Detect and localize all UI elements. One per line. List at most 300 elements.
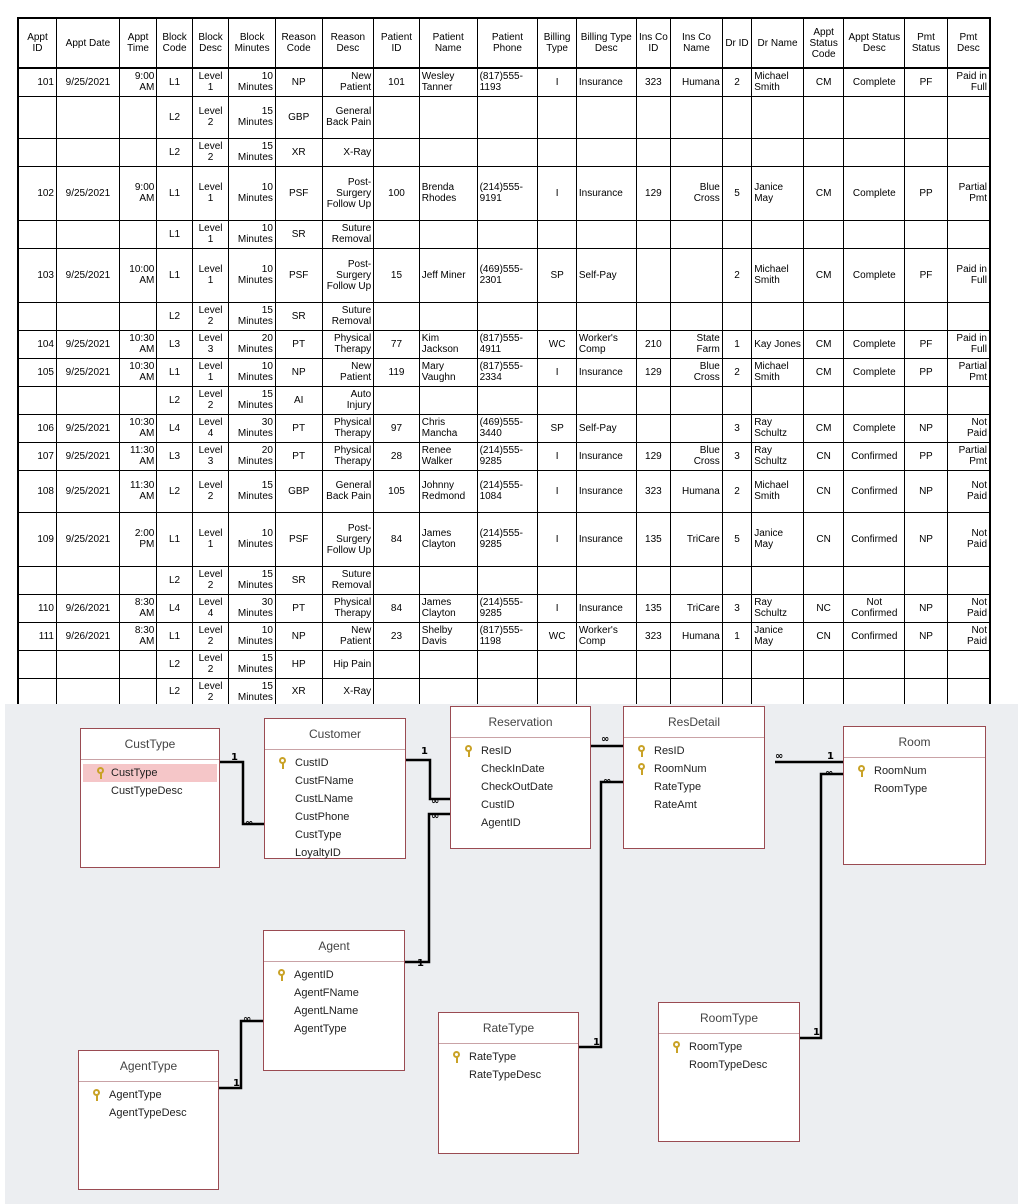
table-cell: 10 Minutes — [229, 68, 276, 96]
table-cell: Insurance — [576, 442, 636, 470]
table-cell: HP — [275, 650, 322, 678]
primary-key-field[interactable]: RoomType — [659, 1038, 799, 1056]
table-cell: SR — [275, 302, 322, 330]
primary-key-field[interactable]: RoomNum — [844, 762, 985, 780]
field-list — [624, 738, 764, 814]
table-cell: Level 2 — [192, 386, 228, 414]
table-cell — [803, 386, 844, 414]
table-cell: PP — [905, 358, 948, 386]
table-cell — [947, 566, 990, 594]
table-cell — [18, 138, 57, 166]
table-cell: L2 — [157, 470, 192, 512]
table-cell: Confirmed — [844, 512, 905, 566]
table-row — [18, 512, 990, 566]
cardinality-many-label: ∞ — [775, 751, 784, 762]
table-cell: James Clayton — [419, 512, 477, 566]
table-cell: X-Ray — [322, 138, 374, 166]
table-cell: Complete — [844, 248, 905, 302]
field[interactable]: LoyaltyID — [295, 847, 341, 859]
table-cell: 15 Minutes — [229, 386, 276, 414]
table-cell — [538, 386, 577, 414]
table-cell: Level 1 — [192, 68, 228, 96]
cardinality-many-label: ∞ — [431, 811, 440, 822]
relationship-line-agent-reservation[interactable] — [405, 814, 450, 962]
table-cell: 9/25/2021 — [57, 248, 120, 302]
table-cell — [576, 650, 636, 678]
column-header: Appt Time — [119, 18, 157, 68]
table-cell: CM — [803, 414, 844, 442]
table-cell: CN — [803, 442, 844, 470]
field[interactable]: CustLName — [295, 793, 354, 805]
table-cell — [18, 96, 57, 138]
table-row — [18, 678, 990, 706]
table-cell — [374, 386, 420, 414]
table-custtype[interactable] — [80, 728, 220, 868]
table-cell — [905, 566, 948, 594]
table-cell: 106 — [18, 414, 57, 442]
table-cell: (817)555-4911 — [477, 330, 538, 358]
table-customer[interactable] — [264, 718, 406, 859]
table-cell: L3 — [157, 330, 192, 358]
table-cell: PSF — [275, 512, 322, 566]
table-cell — [722, 96, 751, 138]
table-cell — [538, 566, 577, 594]
primary-key-field[interactable]: AgentType — [79, 1086, 218, 1104]
table-cell — [844, 386, 905, 414]
column-header: Block Minutes — [229, 18, 276, 68]
table-cell: 323 — [636, 622, 670, 650]
field-list — [81, 760, 219, 800]
table-cell: Level 2 — [192, 566, 228, 594]
table-cell — [803, 302, 844, 330]
table-cell — [752, 566, 804, 594]
table-row — [18, 566, 990, 594]
table-cell: 135 — [636, 594, 670, 622]
table-cell: Not Paid — [947, 512, 990, 566]
table-cell: Complete — [844, 414, 905, 442]
table-cell: 101 — [18, 68, 57, 96]
table-cell — [538, 302, 577, 330]
field[interactable]: CustPhone — [295, 811, 350, 823]
table-cell: Michael Smith — [752, 470, 804, 512]
table-cell: 9/25/2021 — [57, 330, 120, 358]
table-cell: 102 — [18, 166, 57, 220]
table-cell: Humana — [671, 470, 723, 512]
table-cell: 11:30 AM — [119, 470, 157, 512]
table-cell: Level 2 — [192, 470, 228, 512]
table-cell — [636, 650, 670, 678]
table-cell — [671, 138, 723, 166]
table-cell: Wesley Tanner — [419, 68, 477, 96]
table-cell — [722, 220, 751, 248]
table-cell — [752, 138, 804, 166]
table-cell: Michael Smith — [752, 358, 804, 386]
table-row — [18, 248, 990, 302]
table-cell: 15 Minutes — [229, 302, 276, 330]
table-cell: 109 — [18, 512, 57, 566]
column-header: Reason Desc — [322, 18, 374, 68]
table-cell — [374, 96, 420, 138]
table-cell — [576, 302, 636, 330]
table-cell: New Patient — [322, 622, 374, 650]
table-cell: Suture Removal — [322, 566, 374, 594]
table-cell: PT — [275, 414, 322, 442]
column-header: Dr ID — [722, 18, 751, 68]
table-cell — [752, 96, 804, 138]
table-cell — [905, 650, 948, 678]
table-cell: Self-Pay — [576, 414, 636, 442]
table-cell: 9/25/2021 — [57, 414, 120, 442]
field[interactable]: RateTypeDesc — [469, 1069, 542, 1081]
table-cell: Level 1 — [192, 220, 228, 248]
table-cell — [947, 220, 990, 248]
table-cell: 9/25/2021 — [57, 442, 120, 470]
table-cell: Michael Smith — [752, 68, 804, 96]
table-title[interactable]: CustType — [81, 729, 219, 760]
table-title[interactable]: Customer — [265, 719, 405, 750]
table-cell — [477, 138, 538, 166]
table-cell — [803, 650, 844, 678]
table-cell — [419, 138, 477, 166]
table-cell: I — [538, 512, 577, 566]
table-cell — [18, 678, 57, 706]
field[interactable]: CheckOutDate — [481, 781, 554, 793]
table-cell: Brenda Rhodes — [419, 166, 477, 220]
table-cell: Level 2 — [192, 622, 228, 650]
table-cell: SP — [538, 414, 577, 442]
table-row — [18, 358, 990, 386]
table-cell: Insurance — [576, 358, 636, 386]
field[interactable]: CustTypeDesc — [111, 785, 183, 797]
relationship-line-roomtype-room[interactable] — [800, 774, 843, 1038]
primary-key-field[interactable]: RoomNum — [624, 760, 764, 778]
table-cell — [947, 678, 990, 706]
table-cell: 210 — [636, 330, 670, 358]
table-cell — [477, 566, 538, 594]
relationship-line-customer-reservation[interactable] — [406, 760, 450, 799]
table-cell: 135 — [636, 512, 670, 566]
field[interactable]: CustType — [295, 829, 342, 841]
table-cell: 3 — [722, 414, 751, 442]
table-cell: (817)555-2334 — [477, 358, 538, 386]
cardinality-one-label: 1 — [813, 1027, 820, 1038]
table-cell: WC — [538, 330, 577, 358]
table-cell: Complete — [844, 330, 905, 358]
table-cell: 111 — [18, 622, 57, 650]
table-cell: 30 Minutes — [229, 594, 276, 622]
table-cell: Insurance — [576, 470, 636, 512]
primary-key-field[interactable]: AgentID — [264, 966, 404, 984]
table-cell: 9/25/2021 — [57, 470, 120, 512]
table-cell: (214)555-9285 — [477, 512, 538, 566]
table-cell — [844, 302, 905, 330]
table-row — [18, 138, 990, 166]
table-row — [18, 442, 990, 470]
table-cell: 15 Minutes — [229, 566, 276, 594]
table-cell: 10:00 AM — [119, 248, 157, 302]
table-cell: CM — [803, 166, 844, 220]
primary-key-field[interactable]: ResID — [451, 742, 590, 760]
field[interactable]: AgentID — [481, 817, 521, 829]
table-cell: PF — [905, 68, 948, 96]
field[interactable]: AgentLName — [294, 1005, 359, 1017]
table-cell — [57, 678, 120, 706]
table-cell: Kim Jackson — [419, 330, 477, 358]
table-cell — [477, 220, 538, 248]
table-cell — [844, 650, 905, 678]
primary-key-field[interactable]: CustType — [83, 764, 217, 782]
table-cell: (817)555-1193 — [477, 68, 538, 96]
table-cell — [947, 96, 990, 138]
table-cell — [538, 678, 577, 706]
table-cell — [18, 386, 57, 414]
table-cell: I — [538, 594, 577, 622]
table-cell: 3 — [722, 594, 751, 622]
table-row — [18, 166, 990, 220]
table-row — [18, 650, 990, 678]
field-list — [439, 1044, 578, 1084]
table-cell: Level 3 — [192, 330, 228, 358]
table-cell: PT — [275, 442, 322, 470]
table-cell — [374, 138, 420, 166]
table-cell: Not Paid — [947, 414, 990, 442]
table-roomtype[interactable] — [658, 1002, 800, 1142]
table-cell — [538, 650, 577, 678]
field[interactable]: RoomType — [874, 783, 928, 795]
table-title[interactable]: RateType — [439, 1013, 578, 1044]
table-cell — [18, 302, 57, 330]
table-cell: NP — [275, 622, 322, 650]
table-cell: I — [538, 442, 577, 470]
table-title[interactable]: RoomType — [659, 1003, 799, 1034]
cardinality-one-label: 1 — [593, 1037, 600, 1048]
table-cell: CN — [803, 470, 844, 512]
table-resdetail[interactable] — [623, 706, 765, 849]
table-cell: 10 Minutes — [229, 248, 276, 302]
column-header: Ins Co Name — [671, 18, 723, 68]
table-cell: NP — [905, 622, 948, 650]
table-cell: 20 Minutes — [229, 442, 276, 470]
field[interactable]: CustFName — [295, 775, 354, 787]
field-list — [265, 750, 405, 862]
table-cell — [905, 302, 948, 330]
table-cell: 108 — [18, 470, 57, 512]
table-cell: Auto Injury — [322, 386, 374, 414]
table-cell: Chris Mancha — [419, 414, 477, 442]
table-cell — [947, 650, 990, 678]
table-agenttype[interactable] — [78, 1050, 219, 1190]
table-cell — [374, 678, 420, 706]
table-cell: 119 — [374, 358, 420, 386]
cardinality-one-label: 1 — [421, 746, 428, 757]
table-cell: Complete — [844, 358, 905, 386]
table-cell: Level 1 — [192, 166, 228, 220]
table-cell: General Back Pain — [322, 96, 374, 138]
table-cell — [844, 138, 905, 166]
table-cell — [752, 678, 804, 706]
table-ratetype[interactable] — [438, 1012, 579, 1154]
table-body — [18, 68, 990, 706]
table-cell — [752, 650, 804, 678]
field[interactable]: CheckInDate — [481, 763, 545, 775]
table-room[interactable] — [843, 726, 986, 865]
table-cell: Level 1 — [192, 512, 228, 566]
table-cell — [57, 566, 120, 594]
table-cell: 1 — [722, 622, 751, 650]
table-reservation[interactable] — [450, 706, 591, 849]
table-cell: Not Paid — [947, 594, 990, 622]
table-cell: Blue Cross — [671, 442, 723, 470]
table-cell — [636, 566, 670, 594]
table-cell: I — [538, 358, 577, 386]
table-cell — [671, 248, 723, 302]
table-cell: Physical Therapy — [322, 330, 374, 358]
field-list — [79, 1082, 218, 1122]
primary-key-field[interactable]: RateType — [439, 1048, 578, 1066]
table-cell: Ray Schultz — [752, 442, 804, 470]
table-cell: L2 — [157, 678, 192, 706]
table-cell: Level 1 — [192, 248, 228, 302]
table-cell: L1 — [157, 358, 192, 386]
table-cell: James Clayton — [419, 594, 477, 622]
table-cell: 10 Minutes — [229, 358, 276, 386]
field[interactable]: AgentType — [294, 1023, 347, 1035]
table-title[interactable]: ResDetail — [624, 707, 764, 738]
table-cell: 2 — [722, 470, 751, 512]
relationship-line-agenttype-agent[interactable] — [219, 1021, 263, 1088]
table-row — [18, 68, 990, 96]
table-cell: Partial Pmt — [947, 358, 990, 386]
table-cell — [905, 96, 948, 138]
table-cell: L2 — [157, 138, 192, 166]
table-cell: 9:00 AM — [119, 68, 157, 96]
table-cell — [636, 138, 670, 166]
table-cell: Not Paid — [947, 622, 990, 650]
table-cell: Johnny Redmond — [419, 470, 477, 512]
table-cell — [374, 302, 420, 330]
table-cell: Level 2 — [192, 650, 228, 678]
relationship-line-custtype-customer[interactable] — [220, 762, 264, 824]
table-cell — [722, 566, 751, 594]
table-cell — [636, 302, 670, 330]
table-cell: 15 — [374, 248, 420, 302]
table-cell — [722, 138, 751, 166]
table-cell — [419, 650, 477, 678]
cardinality-one-label: 1 — [827, 751, 834, 762]
table-cell: (214)555-9285 — [477, 594, 538, 622]
field[interactable]: AgentTypeDesc — [109, 1107, 187, 1119]
table-cell — [119, 138, 157, 166]
column-header: Patient Name — [419, 18, 477, 68]
table-row — [18, 622, 990, 650]
appointments-table — [17, 17, 991, 707]
table-cell — [477, 650, 538, 678]
table-cell: 110 — [18, 594, 57, 622]
column-header: Dr Name — [752, 18, 804, 68]
table-cell: Renee Walker — [419, 442, 477, 470]
table-cell: New Patient — [322, 68, 374, 96]
table-title[interactable]: Room — [844, 727, 985, 758]
primary-key-field[interactable]: ResID — [624, 742, 764, 760]
table-agent[interactable] — [263, 930, 405, 1071]
table-cell: 23 — [374, 622, 420, 650]
field[interactable]: RateAmt — [654, 799, 697, 811]
table-cell: L4 — [157, 414, 192, 442]
table-cell: X-Ray — [322, 678, 374, 706]
cardinality-many-label: ∞ — [431, 796, 440, 807]
table-cell — [119, 386, 157, 414]
table-cell — [905, 138, 948, 166]
table-cell: Janice May — [752, 166, 804, 220]
table-cell: Paid in Full — [947, 248, 990, 302]
table-cell: 323 — [636, 470, 670, 512]
field[interactable]: RoomTypeDesc — [689, 1059, 768, 1071]
table-cell: L1 — [157, 166, 192, 220]
table-cell: CM — [803, 248, 844, 302]
table-cell: XR — [275, 678, 322, 706]
table-cell: Mary Vaughn — [419, 358, 477, 386]
primary-key-field[interactable]: CustID — [265, 754, 405, 772]
table-cell — [119, 566, 157, 594]
field[interactable]: CustID — [481, 799, 515, 811]
table-cell — [119, 650, 157, 678]
table-cell — [374, 566, 420, 594]
cardinality-one-label: 1 — [417, 958, 424, 969]
table-cell: 2:00 PM — [119, 512, 157, 566]
table-cell: Ray Schultz — [752, 414, 804, 442]
table-cell: Physical Therapy — [322, 594, 374, 622]
table-cell — [18, 650, 57, 678]
table-cell — [752, 302, 804, 330]
table-cell: Partial Pmt — [947, 442, 990, 470]
table-cell — [844, 96, 905, 138]
table-cell — [538, 220, 577, 248]
table-cell: 323 — [636, 68, 670, 96]
cardinality-many-label: ∞ — [825, 768, 834, 779]
column-header: Ins Co ID — [636, 18, 670, 68]
table-cell: 10:30 AM — [119, 330, 157, 358]
table-cell: Janice May — [752, 512, 804, 566]
table-cell — [576, 566, 636, 594]
table-cell: Jeff Miner — [419, 248, 477, 302]
table-row — [18, 386, 990, 414]
field[interactable]: RateType — [654, 781, 702, 793]
table-title[interactable]: Reservation — [451, 707, 590, 738]
table-cell — [803, 138, 844, 166]
table-cell: 103 — [18, 248, 57, 302]
table-cell: 104 — [18, 330, 57, 358]
table-title[interactable]: Agent — [264, 931, 404, 962]
table-cell: New Patient — [322, 358, 374, 386]
table-cell: 28 — [374, 442, 420, 470]
table-cell: 9/26/2021 — [57, 622, 120, 650]
table-cell: 15 Minutes — [229, 650, 276, 678]
table-cell: L2 — [157, 650, 192, 678]
column-header: Appt Status Desc — [844, 18, 905, 68]
table-cell: NC — [803, 594, 844, 622]
table-cell: 15 Minutes — [229, 678, 276, 706]
table-cell: Confirmed — [844, 622, 905, 650]
table-title[interactable]: AgentType — [79, 1051, 218, 1082]
field-list — [451, 738, 590, 832]
table-cell — [671, 650, 723, 678]
table-cell: NP — [905, 512, 948, 566]
table-cell: 11:30 AM — [119, 442, 157, 470]
field[interactable]: AgentFName — [294, 987, 359, 999]
table-cell: (214)555-9191 — [477, 166, 538, 220]
table-cell — [576, 386, 636, 414]
table-cell — [538, 138, 577, 166]
